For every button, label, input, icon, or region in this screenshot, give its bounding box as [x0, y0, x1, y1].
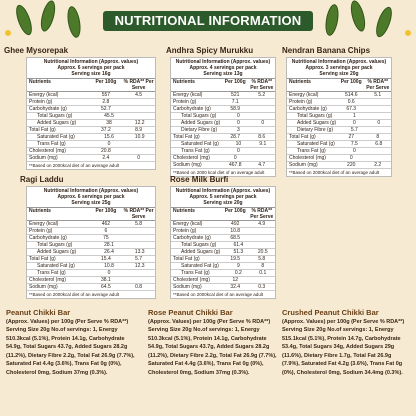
table-cell: Sodium (mg): [289, 162, 318, 168]
table-header-row: [287, 79, 391, 92]
heading-line: Serving size 16g: [71, 71, 111, 77]
product-name: Crushed Peanut Chikki Bar: [282, 308, 379, 317]
heading-line: Serving size 13g: [203, 71, 243, 77]
table-cell: Added Sugars (g): [181, 249, 221, 255]
table-row: [27, 263, 155, 270]
table-cell: 5.2: [258, 92, 266, 98]
table-cell: Cholesterol (mg): [173, 277, 210, 283]
table-cell: Sodium (mg): [29, 284, 58, 290]
table-row: [171, 141, 275, 148]
table-cell: 5.8: [258, 256, 266, 262]
table-cell: Total Sugars (g): [37, 113, 73, 119]
table-cell: 8.6: [258, 134, 266, 140]
product-name: Rose Milk Burfi: [170, 175, 229, 184]
table-cell: [251, 148, 275, 154]
table-cell: 4.9: [258, 221, 266, 227]
table-cell: 2.8: [102, 99, 110, 105]
table-cell: Sodium (mg): [173, 284, 202, 290]
table-cell: Trans Fat (g): [37, 141, 66, 147]
table-cell: 28.7: [230, 134, 241, 140]
table-cell: Cholesterol (mg): [29, 148, 66, 154]
table-cell: Saturated Fat (g): [37, 134, 75, 140]
table-cell: Added Sugars (g): [37, 120, 77, 126]
product-name: Ragi Laddu: [20, 175, 64, 184]
table-row: [287, 120, 391, 127]
column-header: Nutrients: [29, 208, 51, 214]
table-row: [171, 155, 275, 162]
table-footnote: **Based on 2000kcal diet of an average adult: [289, 170, 380, 175]
table-row: [171, 106, 275, 113]
table-cell: 5.8: [135, 221, 143, 227]
table-cell: 0.2: [234, 270, 242, 276]
table-cell: 0: [107, 141, 111, 147]
heading-line: Approx. 5 servings per pack: [189, 194, 257, 200]
heading-line: Nutritional Information (Approx. values): [291, 59, 387, 65]
table-cell: 67.3: [346, 106, 357, 112]
nutrition-table: [26, 57, 156, 170]
table-cell: [367, 148, 391, 154]
table-row: [287, 127, 391, 134]
heading-line: Nutritional Information (Approx. values): [175, 59, 271, 65]
table-header-row: [171, 208, 275, 221]
heading-line: Serving size 25g: [71, 200, 111, 206]
table-row: [287, 155, 391, 162]
table-cell: Total Fat (g): [289, 134, 316, 140]
heading-line: Approx. 3 servings per pack: [305, 65, 373, 71]
table-row: [27, 235, 155, 242]
table-cell: 220: [347, 162, 356, 168]
table-cell: 4.5: [135, 92, 143, 98]
table-cell: 38: [106, 120, 112, 126]
table-cell: 10.8: [230, 228, 241, 234]
table-cell: Total Fat (g): [29, 127, 56, 133]
table-cell: Trans Fat (g): [297, 148, 326, 154]
nutrition-table: [286, 57, 392, 177]
table-row: [287, 148, 391, 155]
heading-line: Nutritional Information (Approx. values): [175, 188, 271, 194]
mango-leaf-icon: [38, 0, 58, 33]
heading-line: Nutritional Information (Approx. values): [43, 59, 139, 65]
flower-icon: [405, 30, 411, 36]
column-header: Per 100g: [224, 208, 246, 214]
table-row: [27, 134, 155, 141]
table-cell: Total Sugars (g): [297, 113, 333, 119]
table-cell: 0: [233, 155, 237, 161]
table-cell: 5.7: [135, 256, 143, 262]
table-cell: Energy (kcal): [29, 92, 59, 98]
table-row: [171, 113, 275, 120]
table-cell: Saturated Fat (g): [181, 141, 219, 147]
column-header: Nutrients: [173, 79, 195, 85]
table-cell: Carbohydrate (g): [289, 106, 327, 112]
table-row: [171, 228, 275, 235]
table-row: [171, 270, 275, 277]
table-row: [171, 284, 275, 291]
table-cell: 0: [377, 120, 381, 126]
table-cell: 0.6: [347, 99, 355, 105]
table-heading: [27, 187, 155, 208]
table-cell: Carbohydrate (g): [173, 106, 211, 112]
table-cell: Total Sugars (g): [181, 113, 217, 119]
table-cell: Sodium (mg): [173, 162, 202, 168]
table-cell: Protein (g): [29, 228, 53, 234]
product-paragraph: [6, 309, 138, 377]
table-cell: 0: [236, 148, 240, 154]
table-cell: Energy (kcal): [173, 221, 203, 227]
table-cell: 0: [236, 113, 240, 119]
table-row: [27, 141, 155, 148]
table-cell: 58.9: [230, 106, 241, 112]
table-cell: Protein (g): [173, 99, 197, 105]
heading-line: Serving size 20g: [319, 71, 359, 77]
table-row: [171, 221, 275, 228]
product-name: Peanut Chikki Bar: [6, 308, 71, 317]
table-cell: 20.8: [101, 148, 111, 154]
table-cell: 0.8: [135, 284, 143, 290]
column-header: Per 100g: [95, 79, 117, 85]
table-row: [171, 235, 275, 242]
table-cell: 26.4: [104, 249, 114, 255]
table-cell: 5.1: [374, 92, 382, 98]
table-row: [171, 99, 275, 106]
nutrition-table: [170, 57, 276, 177]
table-row: [171, 92, 275, 99]
mango-leaf-icon: [323, 3, 340, 37]
table-cell: 9: [236, 263, 240, 269]
table-cell: Protein (g): [289, 99, 313, 105]
table-cell: 10.8: [104, 263, 114, 269]
table-cell: 32.4: [230, 284, 241, 290]
table-cell: [124, 141, 155, 147]
column-header: % RDA** Per Serve: [123, 79, 154, 91]
table-row: [27, 148, 155, 155]
table-cell: Total Fat (g): [173, 256, 200, 262]
product-name: Andhra Spicy Murukku: [166, 46, 254, 55]
table-footnote: **Based on 2000kcal diet of an average adult: [173, 292, 264, 297]
table-cell: Trans Fat (g): [181, 148, 210, 154]
table-row: [27, 256, 155, 263]
table-heading: [287, 58, 391, 79]
table-cell: 45.5: [104, 113, 114, 119]
table-row: [27, 113, 155, 120]
nutrition-text: (Approx. Values) per 100g (Per Serve % RDA**) Serving Size 20g No.of servings: 1, Energy 510.3kcal (5.1%), Protein 14.1g, Carbohydrate 54.9g, Total Sugars 43.7g, Added Sugars 28.2g (11.2%), Dietary Fibre 2.2g, Total Fat 26.9g (7.7%), Saturated Fat 4.4g (3.6%), Trans Fat 0g (0%), Cholesterol 0mg, Sodium 37mg (0.3%).: [148, 318, 277, 376]
table-cell: Energy (kcal): [173, 92, 203, 98]
table-row: [171, 148, 275, 155]
table-cell: 20.5: [257, 249, 268, 255]
table-row: [287, 92, 391, 99]
table-cell: Dietary Fibre (g): [181, 127, 218, 133]
table-row: [27, 99, 155, 106]
table-row: [171, 127, 275, 134]
table-cell: 28.1: [104, 242, 114, 248]
column-header: % RDA** Per Serve: [366, 79, 390, 91]
table-cell: 15.4: [101, 256, 111, 262]
table-row: [27, 92, 155, 99]
table-cell: [122, 277, 155, 283]
table-row: [27, 270, 155, 277]
table-row: [27, 284, 155, 291]
table-cell: Added Sugars (g): [37, 249, 77, 255]
table-cell: Energy (kcal): [29, 221, 59, 227]
table-cell: Trans Fat (g): [181, 270, 210, 276]
table-row: [27, 242, 155, 249]
table-cell: 15.6: [104, 134, 114, 140]
table-header-row: [27, 208, 155, 221]
heading-line: Nutritional Information (Approx. values): [43, 188, 139, 194]
table-cell: [122, 235, 155, 241]
table-row: [287, 134, 391, 141]
table-cell: [367, 127, 391, 133]
column-header: % RDA** Per Serve: [250, 208, 274, 220]
table-cell: 68.5: [230, 235, 241, 241]
table-cell: Energy (kcal): [289, 92, 319, 98]
table-cell: 6: [104, 228, 108, 234]
page-title: NUTRITIONAL INFORMATION: [103, 11, 313, 31]
table-cell: [122, 106, 155, 112]
table-cell: [251, 127, 275, 133]
column-header: Nutrients: [29, 79, 51, 85]
table-cell: 9.1: [259, 141, 267, 147]
table-row: [171, 249, 275, 256]
table-cell: [367, 113, 391, 119]
table-cell: 0.3: [258, 284, 266, 290]
table-cell: Cholesterol (mg): [29, 277, 66, 283]
mango-leaf-icon: [65, 5, 82, 39]
table-cell: [364, 106, 391, 112]
table-row: [171, 277, 275, 284]
table-row: [27, 228, 155, 235]
table-header-row: [171, 79, 275, 92]
table-heading: [171, 58, 275, 79]
table-cell: 521: [231, 92, 240, 98]
table-cell: 4.7: [258, 162, 266, 168]
table-cell: 0: [352, 148, 356, 154]
mango-leaf-icon: [348, 0, 368, 33]
table-row: [287, 141, 391, 148]
table-cell: 64.5: [101, 284, 111, 290]
table-cell: 557: [101, 92, 111, 98]
product-name: Ghee Mysorepak: [4, 46, 69, 55]
table-footnote: **Based on 2000kcal diet of an average adult: [29, 163, 120, 168]
table-row: [27, 221, 155, 228]
table-row: [27, 249, 155, 256]
table-cell: 52.7: [101, 106, 111, 112]
table-cell: [124, 270, 155, 276]
table-header-row: [27, 79, 155, 92]
table-cell: 0: [261, 120, 265, 126]
table-row: [27, 120, 155, 127]
table-cell: 12: [232, 277, 238, 283]
table-cell: Saturated Fat (g): [181, 263, 219, 269]
table-heading: [27, 58, 155, 79]
table-cell: 1: [352, 113, 356, 119]
table-cell: Carbohydrate (g): [173, 235, 211, 241]
table-cell: 462: [101, 221, 111, 227]
mango-leaf-icon: [13, 3, 35, 37]
table-row: [171, 242, 275, 249]
nutrition-text: (Approx. Values) per 100g (Per Serve % RDA**) Serving Size 20g No.of servings: 1, Energy 515.1kcal (5.1%), Protein 14.7g, Carbohydrate 53.4g, Total Sugars 34g, Added Sugars 29g (11.6%), Dietary Fibre 1.7g, Total Fat 26.9g (7.9%), Saturated Fat 4.2g (3.6%), Trans Fat 0g (0%), Cholesterol 0mg, Sodium 34.4mg (0.3%).: [282, 318, 405, 376]
table-cell: 2.2: [374, 162, 382, 168]
table-footnote: **Based on 2000kcal diet of an average adult: [29, 292, 120, 297]
table-cell: 75: [103, 235, 109, 241]
table-cell: [248, 228, 275, 234]
table-cell: 0: [137, 155, 141, 161]
table-cell: 0: [107, 270, 111, 276]
table-row: [171, 134, 275, 141]
column-header: Nutrients: [173, 208, 195, 214]
table-cell: 7.5: [350, 141, 358, 147]
table-cell: [122, 148, 155, 154]
heading-line: Serving size 20g: [203, 200, 243, 206]
table-cell: 0: [352, 120, 356, 126]
nutrition-table: [26, 186, 156, 299]
table-row: [287, 106, 391, 113]
column-header: % RDA** Per Serve: [250, 79, 274, 91]
table-cell: 8: [261, 263, 265, 269]
table-cell: 2.4: [102, 155, 110, 161]
table-cell: Saturated Fat (g): [37, 263, 75, 269]
product-paragraph: [148, 309, 280, 377]
product-paragraph: [282, 309, 410, 377]
table-cell: Carbohydrate (g): [29, 106, 67, 112]
table-cell: 8.9: [135, 127, 143, 133]
table-cell: Total Fat (g): [29, 256, 56, 262]
table-cell: 0: [349, 155, 353, 161]
table-cell: 3: [236, 127, 240, 133]
table-cell: [251, 113, 275, 119]
heading-line: Approx. 6 servings per pack: [57, 65, 125, 71]
table-footnote: **Based on 2000 kcal diet of an average adult: [173, 170, 265, 175]
column-header: Per 100g: [340, 79, 362, 85]
mango-leaf-icon: [373, 5, 395, 39]
table-row: [171, 263, 275, 270]
table-cell: 13.3: [134, 249, 145, 255]
table-cell: Total Sugars (g): [181, 242, 217, 248]
table-cell: [248, 99, 275, 105]
table-cell: [251, 242, 275, 248]
table-row: [27, 277, 155, 284]
table-row: [171, 256, 275, 263]
table-cell: 6.8: [375, 141, 383, 147]
heading-line: Approx. 6 servings per pack: [57, 194, 125, 200]
table-row: [27, 106, 155, 113]
table-cell: Carbohydrate (g): [29, 235, 67, 241]
table-cell: Added Sugars (g): [181, 120, 221, 126]
table-cell: [124, 242, 155, 248]
table-cell: [248, 277, 275, 283]
table-cell: 8: [376, 134, 380, 140]
product-name: Rose Peanut Chikki Bar: [148, 308, 233, 317]
table-cell: 0: [236, 120, 240, 126]
table-cell: Total Sugars (g): [37, 242, 73, 248]
table-row: [27, 127, 155, 134]
nutrition-text: (Approx. Values) per 100g (Per Serve % RDA**) Serving Size 20g No.of servings: 1, Energy 510.3kcal (5.1%), Protein 14.1g, Carbohydrate 54.9g, Total Sugars 43.7g, Added Sugars 28.2g (11.2%), Dietary Fibre 2.2g, Total Fat 26.9g (7.7%), Saturated Fat 4.4g (3.6%), Trans Fat 0g (0%), Cholesterol 0mg, Sodium 37mg (0.3%).: [6, 318, 135, 376]
table-cell: Total Fat (g): [173, 134, 200, 140]
table-cell: [122, 99, 155, 105]
table-cell: 492: [231, 221, 240, 227]
table-cell: [248, 106, 275, 112]
table-cell: Protein (g): [29, 99, 53, 105]
table-cell: Added Sugars (g): [297, 120, 337, 126]
table-cell: [124, 113, 155, 119]
column-header: Per 100g: [224, 79, 246, 85]
column-header: Per 100g: [95, 208, 117, 214]
table-cell: 12.3: [134, 263, 145, 269]
table-cell: 61.4: [233, 242, 244, 248]
table-cell: 7.1: [231, 99, 239, 105]
table-cell: 10: [235, 141, 242, 147]
table-cell: Dietary Fibre (g): [297, 127, 334, 133]
column-header: Nutrients: [289, 79, 311, 85]
table-row: [287, 99, 391, 106]
table-cell: 10.9: [134, 134, 145, 140]
table-cell: Cholesterol (mg): [289, 155, 326, 161]
table-cell: [248, 235, 275, 241]
table-cell: 51.3: [233, 249, 244, 255]
table-cell: Trans Fat (g): [37, 270, 66, 276]
table-cell: [364, 99, 391, 105]
table-cell: 514.6: [344, 92, 358, 98]
table-cell: [364, 155, 391, 161]
table-cell: 38.1: [101, 277, 111, 283]
table-cell: 5.7: [350, 127, 358, 133]
table-heading: [171, 187, 275, 208]
heading-line: Approx. 4 servings per pack: [189, 65, 257, 71]
table-row: [171, 162, 275, 169]
nutrition-table: [170, 186, 276, 299]
table-cell: 12.2: [134, 120, 145, 126]
table-cell: 0.1: [259, 270, 267, 276]
table-row: [287, 162, 391, 169]
table-row: [287, 113, 391, 120]
table-cell: Cholesterol (mg): [173, 155, 210, 161]
table-cell: 19.5: [230, 256, 241, 262]
table-cell: [122, 228, 155, 234]
table-cell: [248, 155, 275, 161]
table-row: [171, 120, 275, 127]
table-cell: Sodium (mg): [29, 155, 58, 161]
table-cell: 467.8: [228, 162, 242, 168]
table-cell: Protein (g): [173, 228, 197, 234]
column-header: % RDA** Per Serve: [123, 208, 154, 220]
table-cell: 27: [348, 134, 354, 140]
table-row: [27, 155, 155, 162]
product-name: Nendran Banana Chips: [282, 46, 371, 55]
table-cell: Saturated Fat (g): [297, 141, 335, 147]
table-cell: 37.2: [101, 127, 111, 133]
flower-icon: [5, 30, 11, 36]
